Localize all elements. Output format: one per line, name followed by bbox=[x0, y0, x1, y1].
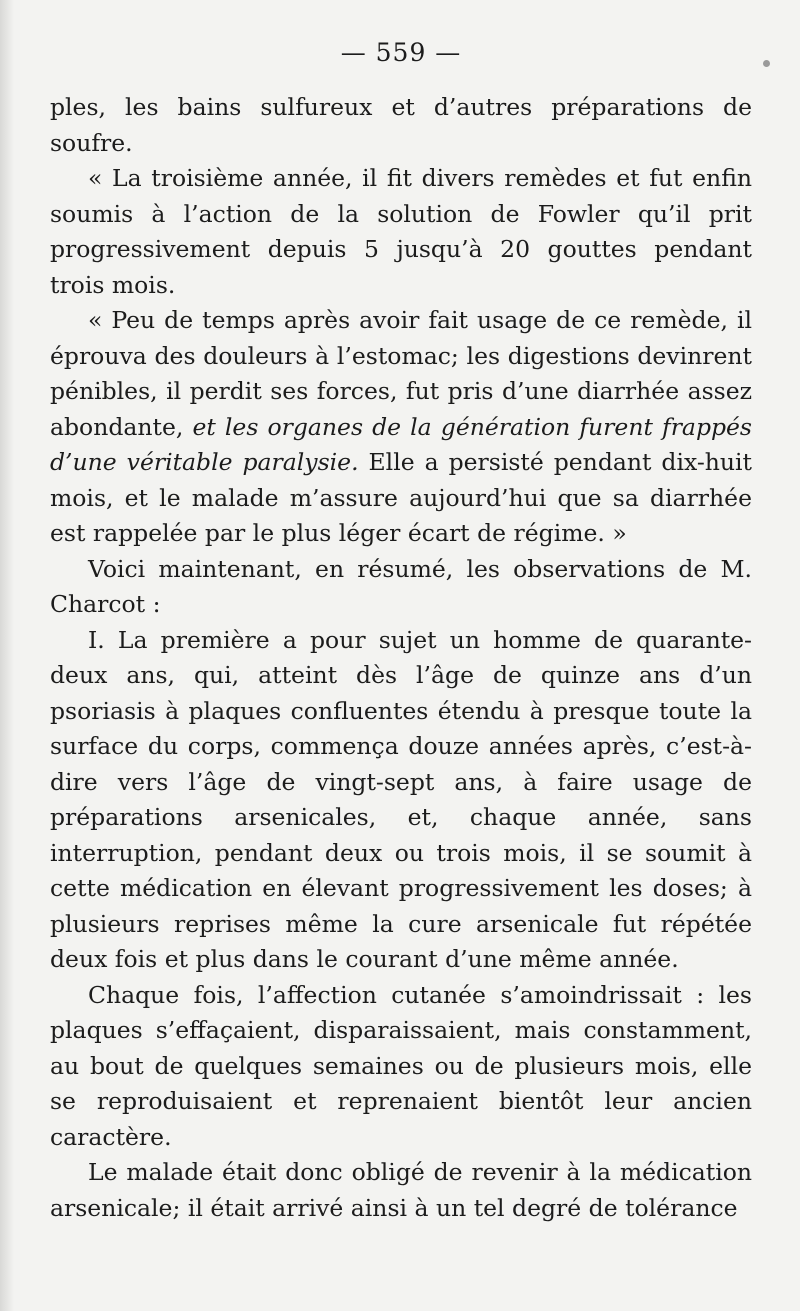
paragraph-5 bbox=[50, 623, 752, 978]
paragraph-7-text: Le malade était donc obligé de revenir à la médication arsenicale; il était arrivé ainsi à un tel degré de tolérance bbox=[50, 1158, 752, 1222]
paragraph-2-text: « La troisième année, il fit divers remèdes et fut enfin soumis à l’action de la solution de Fowler qu’il prit progressivement depuis 5 jusqu’à 20 gouttes pendant trois mois. bbox=[50, 164, 752, 299]
paragraph-6-text: Chaque fois, l’affection cutanée s’amoindrissait : les plaques s’effaçaient, disparaissaient, mais constamment, au bout de quelques semaines ou de plusieurs mois, elle se reproduisaient et reprenaient bientôt leur ancien caractère. bbox=[50, 980, 752, 1151]
paragraph-1-text: ples, les bains sulfureux et d’autres préparations de soufre. bbox=[50, 93, 752, 157]
paragraph-3-text-a: « Peu de temps après avoir fait usage de ce remède, il éprouva des douleurs à l’estomac; les digestions devinrent pénibles, il perdit ses forces, fut pris d’une diarrhée assez abondante, bbox=[50, 306, 752, 441]
paragraph-3-italic-text: et les organes de la génération furent frappés d’une véritable paralysie. bbox=[50, 412, 752, 476]
paragraph-3-text-b: Elle a persisté pendant dix-huit mois, et le malade m’assure aujourd’hui que sa diarrhée est rappelée par le plus léger écart de régime. » bbox=[50, 448, 752, 547]
paragraph-4-text: Voici maintenant, en résumé, les observations de M. Charcot : bbox=[50, 554, 752, 618]
paragraph-2 bbox=[50, 161, 752, 303]
paragraph-5-text: I. La première a pour sujet un homme de quarante-deux ans, qui, atteint dès l’âge de quinze ans d’un psoriasis à plaques confluentes étendu à presque toute la surface du corps, commença douze années après, c’est-à-dire vers l’âge de vingt-sept ans, à faire usage de préparations arsenicales, et, chaque année, sans interruption, pendant deux ou trois mois, il se soumit à cette médication en élevant progressivement les doses; à plusieurs reprises même la cure arsenicale fut répétée deux fois et plus dans le courant d’une même année. bbox=[50, 625, 752, 973]
paragraph-4 bbox=[50, 552, 752, 623]
ink-spot bbox=[763, 60, 770, 67]
paragraph-3 bbox=[50, 303, 752, 552]
paragraph-7 bbox=[50, 1155, 752, 1226]
page-number: — 559 — bbox=[340, 38, 462, 67]
paragraph-1 bbox=[50, 90, 752, 161]
paragraph-6 bbox=[50, 978, 752, 1156]
